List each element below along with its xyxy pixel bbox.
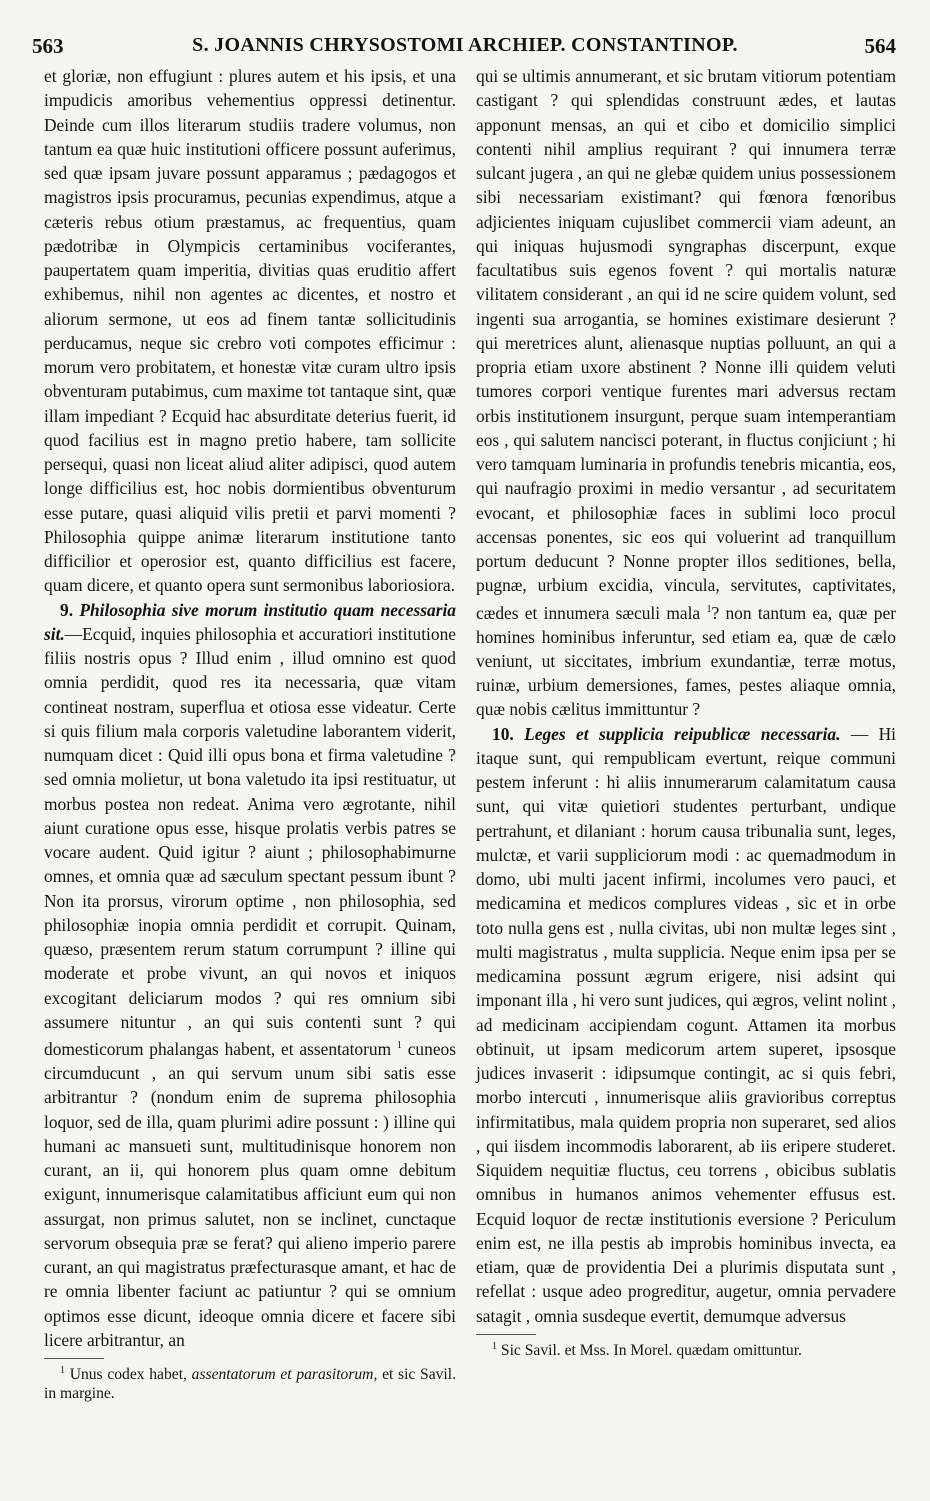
section-10-heading: 10. Leges et supplicia reipublicæ necessaria. (492, 723, 841, 744)
section-9 (44, 598, 456, 1353)
footnote-left: $^1$ Unus codex habet, assentatorum et parasitorum, et sic Savil. in margine. (44, 1365, 456, 1403)
footnote-ref-left: 1 (396, 1040, 402, 1051)
paragraph-continuation-right: qui se ultimis annumerant, et sic brutam vitiorum potentiam castigant ? qui splendidas construunt ædes, et lautas apponunt mensas, an qui et cibo et domicilio simplici contenti nihil amplius requirant ? qui innumera terræ sulcant jugera , an qui ne glebæ quidem unius possessionem sibi necessariam existimant? qui fœnora fœnoribus adjicientes iniquam cujuslibet commercii viam adeunt, an qui iniquas hujusmodi syngraphas discerpunt, exque facultatibus suis egenos fovent ? qui mortalis naturæ vilitatem considerant , an qui id ne scire quidem volunt, sed ingenti sua arrogantia, se homines existimare desierunt ? qui meretrices alunt, alienasque nuptias polluunt, an qui a propria etiam uxore abstinent ? Nonne illi quidem veluti tumores corpori ventique furentes mari adversus rectam orbis institutionem insurgunt, perque suam intemperantiam eos , qui salutem nancisci poterant, in fluctus conjiciunt ; hi vero tamquam luminaria in profundis tenebris micantia, eos, qui naufragio proximi in medio versantur , ad securitatem evocant, et philosophiæ faces in sublimi loco procul accensas ponentes, sic eos qui voluerint ad tranquillum portum deducunt ? Nonne propter illos seditiones, bella, pugnæ, urbium excidia, vincula, servitutes, captivitates, cædes et innumera sæculi mala $^1$? non tantum ea, quæ per homines hominibus inferuntur, sed etiam ea, quæ de cælo veniunt, ut siccitates, imbrium exundantiæ, terræ motus, ruinæ, urbium demersiones, fames, pestes aliaque omnia, quæ nobis cælitus immittuntur ? (476, 66, 896, 720)
right-column (476, 64, 896, 1360)
section-9-heading: 9. Philosophia sive morum institutio quam necessaria sit. (44, 599, 456, 644)
page-number-right: 564 (864, 34, 896, 58)
footnote-divider-left (44, 1358, 104, 1359)
section-10-text: — Hi itaque sunt, qui rempublicam evertunt, reique communi pestem inferunt : hi aliis innumerarum calamitatum causa sunt, qui vitæ quietiori studentes perturbant, undique pertrahunt, et dilaniant : horum causa tribunalia sunt, leges, mulctæ, et varii suppliciorum modi : ac quemadmodum in domo, ubi multi jacent infirmi, incolumes vero pauci, et medicamina et medicos complures videas , sic et in orbe toto nulla gens est , nulla civitas, ubi non multæ leges sint , multi magistratus , multa supplicia. Neque enim ipsa per se medicamina possunt ægrum erigere, nisi adsint qui imponant illa , hi vero sunt judices, qui ægros, velint nolint , ad medicinam accipiendam cogunt. Attamen ita morbus obtinuit, ut ipsam medicorum artem superet, ipsosque judices invaserit : idipsumque contingit, ac si quis febri, morbo intercuti , innumerisque aliis gravioribus correptus infirmitatibus, mala quidem propria non superaret, sed alios , qui iisdem incommodis laborarent, ab iis eripere studeret. Siquidem nequitiæ fluctus, ceu torrens , obicibus sublatis omnibus in humanos animos vehementer effusus est. Ecquid loquor de rectæ institutionis eversione ? Periculum enim est, ne illa pestis ab improbis hominibus invecta, ea etiam, quæ de providentia Dei a plurimis disputata sunt , refellat : usque adeo progreditur, augetur, omnia pervadere satagit , omnia susdeque evertit, demumque adversus (476, 723, 896, 1326)
footnote-ref-right: 1 (706, 603, 712, 615)
running-header (28, 34, 902, 60)
running-title: S. JOANNIS CHRYSOSTOMI ARCHIEP. CONSTANTINOP. (192, 34, 738, 56)
section-10 (476, 722, 896, 1328)
section-9-text-cont: cuneos circumducunt , an qui servum unum sibi satis esse arbitrantur ? (nondum enim de suprema philosophia loquor, sed de illa, quam plurimi adire possunt : ) illine qui humani ac mansueti sunt, multitudinisque honorem non curant, an ii, qui honorem plus quam omne debitum exigunt, innumerisque calamitatibus afficiunt eum qui non assurgat, non primus salutet, non se inclinet, cunctaque servorum obsequia præ se ferat? qui alieno imperio parere curant, an qui magistratus præfecturasque amant, et hac de re omnia libenter faciunt ac patiuntur ? qui se omnium optimos esse dicunt, ideoque omnia dicere et facere sibi licere arbitrantur, an (44, 1038, 456, 1350)
left-column (44, 64, 456, 1403)
footnote-right: $^1$ Sic Savil. et Mss. In Morel. quædam omittuntur. (492, 1340, 802, 1359)
section-9-text: —Ecquid, inquies philosophia et accuratiori institutione filiis nostris opus ? Illud enim , illud omnino est quod omnia perdidit, quod res ita necessaria, quæ vitam contineat nostram, superflua et otiosa esse videatur. Certe si quis filium mala corporis valetudine laborantem viderit, numquam dicet : Quid illi opus bona et firma valetudine ? sed omnia molietur, ut bona valetudo ita ipsi restituatur, ut morbus postea non redeat. Anima vero ægrotante, nihil aiunt curatione opus esse, hisque prolatis verbis patres se vocare audent. Quid igitur ? aiunt ; philosophabimurne omnes, et omnia quæ ad sæculum spectant pessum ibunt ? Non ita prorsus, virorum optime , non philosophia, sed philosophiæ inopia omnia perdidit et corrupit. Quinam, quæso, præsentem rerum statum corrumpunt ? illine qui moderate et probe vivunt, an qui novos et iniquos excogitant deliciarum modos ? qui res omnium sibi assumere nituntur , an qui suis contenti sunt ? qui domesticorum phalangas habent, et assentatorum (44, 623, 456, 1059)
paragraph-continuation: et gloriæ, non effugiunt : plures autem et his ipsis, et una impudicis amoribus vehementius oppressi detinentur. Deinde cum illos literarum studiis tradere volumus, non tantum ea quæ huic institutioni officere possunt auferimus, sed quæ ipsam juvare possunt apparamus ; pædagogos et magistros ipsis procuramus, pecunias expendimus, atque a cæteris rebus otium præstamus, ac frequentius, quam pædotribæ in Olympicis certaminibus vociferantes, paupertatem quam imperitia, divitias quas eruditio affert exhibemus, nihil non agentes ac dicentes, et nostro et aliorum sermone, ut eos ad finem tantæ sollicitudinis perducamus, neque sic crebro voti compotes efficimur : morum vero probitatem, et honestæ vitæ curam ultro ipsis obventuram putabimus, cum maxime tot tantaque sint, quæ illam impediant ? Ecquid hac absurditate deterius fuerit, id quod facilius est in magno pretio habere, tam sollicite persequi, quasi non liceat aliud aliter adipisci, quod autem longe difficilius est, hoc nobis dormientibus obventurum esse putare, quasi aliquid vilis pretii et parvi momenti ? Philosophia quippe animæ literarum institutione tanto difficilior et operosior est, quanto difficilius est facere, quam dicere, et quanto opera sunt sermonibus laboriosiora. (44, 66, 456, 596)
page-number-left: 563 (32, 34, 64, 58)
footnote-divider-right (476, 1334, 536, 1335)
